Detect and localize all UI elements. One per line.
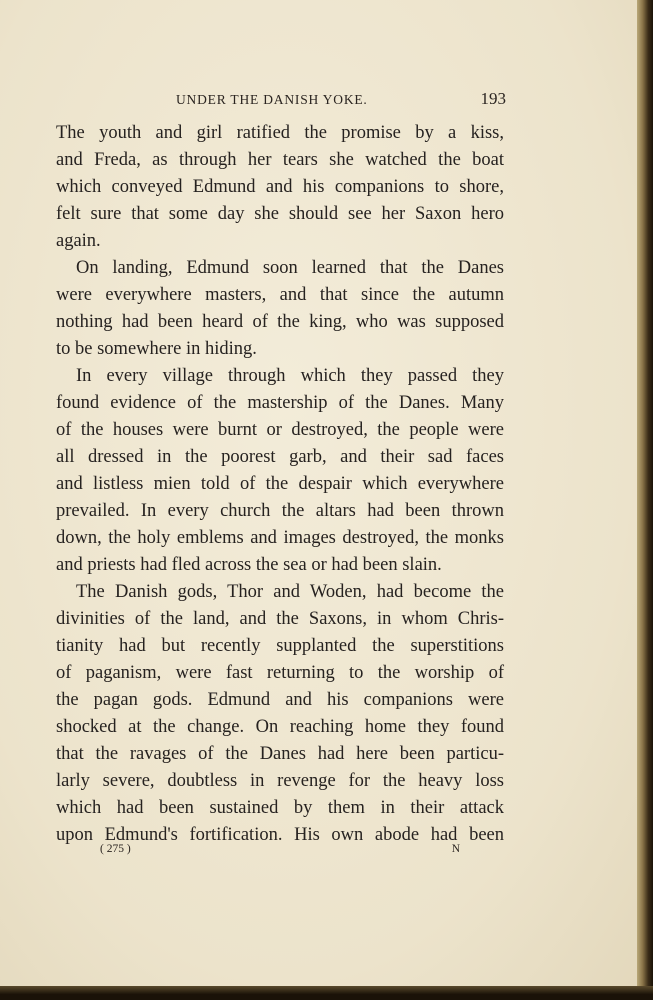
text-line: divinities of the land, and the Saxons, in whom Chris-	[56, 609, 504, 629]
text-line: felt sure that some day she should see her Saxon hero	[56, 204, 504, 224]
text-line: found evidence of the mastership of the Danes. Many	[56, 393, 504, 413]
text-line: The youth and girl ratified the promise by a kiss,	[56, 123, 504, 143]
page-footer	[100, 843, 460, 859]
text-line: In every village through which they passed they	[76, 366, 504, 386]
text-line: shocked at the change. On reaching home they found	[56, 717, 504, 737]
text-line: which conveyed Edmund and his companions to shore,	[56, 177, 504, 197]
text-line: nothing had been heard of the king, who was supposed	[56, 312, 504, 332]
text-line: were everywhere masters, and that since the autumn	[56, 285, 504, 305]
text-line: and Freda, as through her tears she watched the boat	[56, 150, 504, 170]
signature-code: ( 275 )	[100, 843, 131, 855]
text-line: to be somewhere in hiding.	[56, 339, 257, 359]
signature-mark: N	[451, 843, 460, 855]
text-line: tianity had but recently supplanted the superstitions	[56, 636, 504, 656]
book-spine-shadow	[637, 0, 653, 1000]
text-line: prevailed. In every church the altars had been thrown	[56, 501, 504, 521]
text-line: On landing, Edmund soon learned that the Danes	[76, 258, 504, 278]
text-line: again.	[56, 231, 101, 251]
page-header	[176, 89, 506, 110]
text-line: that the ravages of the Danes had here been particu-	[56, 744, 504, 764]
text-line: of the houses were burnt or destroyed, the people were	[56, 420, 504, 440]
book-bottom-edge	[0, 986, 653, 1000]
text-line: and priests had fled across the sea or had been slain.	[56, 555, 442, 575]
text-line: The Danish gods, Thor and Woden, had become the	[76, 582, 504, 602]
running-head: UNDER THE DANISH YOKE.	[176, 92, 368, 107]
text-line: of paganism, were fast returning to the worship of	[56, 663, 504, 683]
text-line: and listless mien told of the despair which everywhere	[56, 474, 504, 494]
text-line: the pagan gods. Edmund and his companions were	[56, 690, 504, 710]
text-line: all dressed in the poorest garb, and their sad faces	[56, 447, 504, 467]
page-number: 193	[480, 89, 506, 108]
body-text	[56, 120, 504, 849]
text-line: down, the holy emblems and images destroyed, the monks	[56, 528, 504, 548]
text-line: which had been sustained by them in their attack	[56, 798, 504, 818]
text-line: larly severe, doubtless in revenge for the heavy loss	[56, 771, 504, 791]
text-line: upon Edmund's fortification. His own abode had been	[56, 825, 504, 845]
